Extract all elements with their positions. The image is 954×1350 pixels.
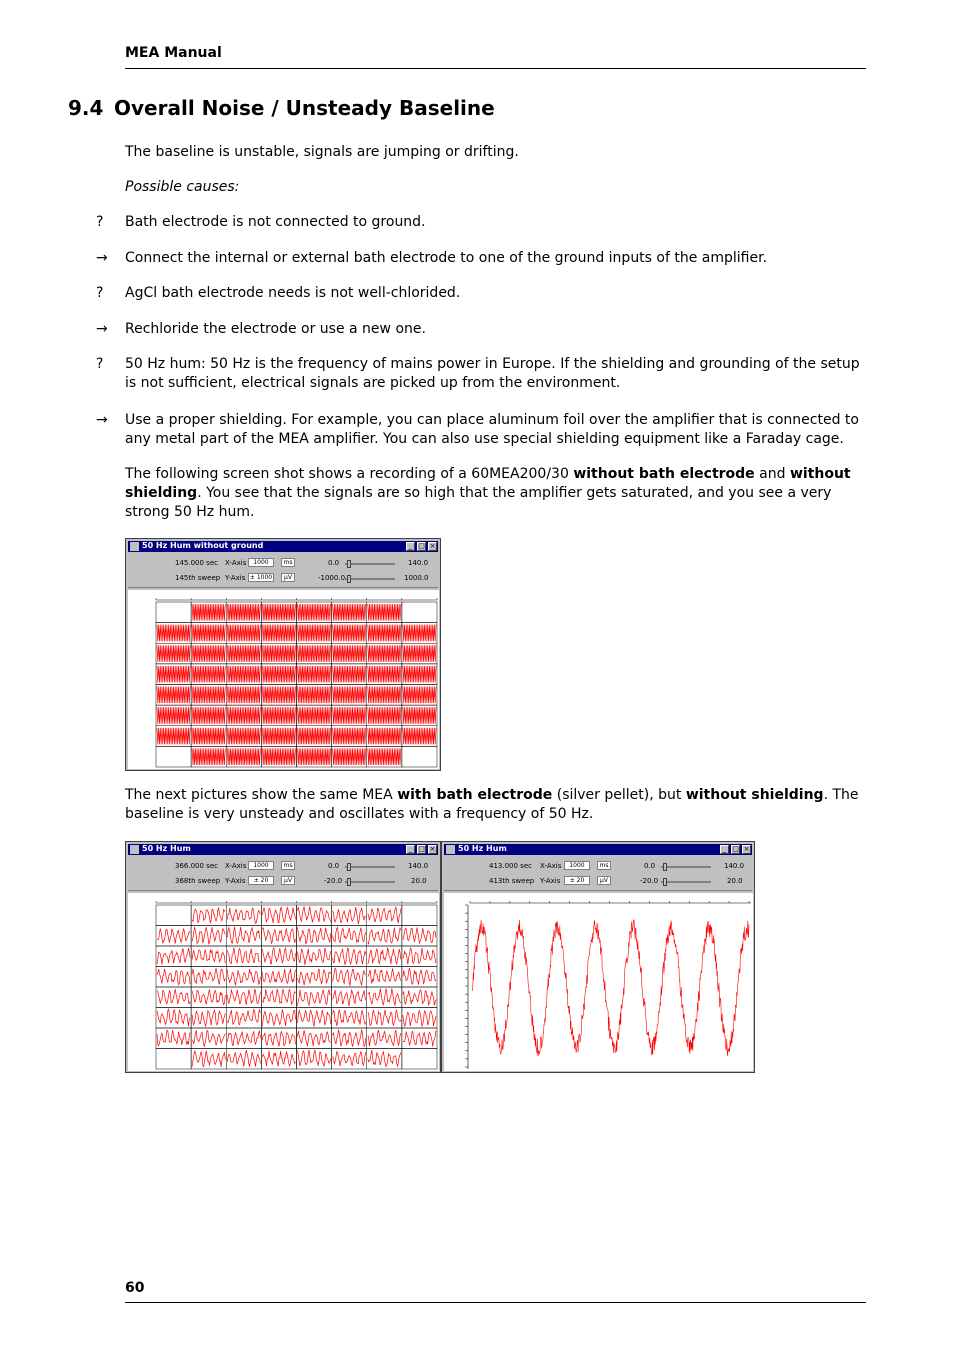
screenshot-window-single-channel xyxy=(441,841,755,1073)
noise-trace xyxy=(192,604,225,621)
noise-trace xyxy=(192,645,225,662)
noise-trace xyxy=(333,948,366,965)
item-mark-5: ? xyxy=(96,356,104,372)
noise-trace xyxy=(333,687,366,704)
noise-trace xyxy=(368,928,401,944)
maximize-icon: □ xyxy=(732,845,739,853)
noise-trace xyxy=(262,666,295,683)
noise-trace xyxy=(262,948,295,964)
time-readout: 413.000 sec xyxy=(489,862,532,870)
footer-rule xyxy=(125,1302,866,1303)
noise-trace xyxy=(227,1031,260,1046)
channel-cell xyxy=(297,905,332,926)
noise-trace xyxy=(333,1052,366,1066)
noise-trace xyxy=(298,666,331,683)
noise-trace xyxy=(368,1010,401,1026)
y-axis-value: ± 20 xyxy=(564,876,590,885)
noise-trace xyxy=(227,666,260,683)
y-range-slider xyxy=(661,881,711,883)
time-readout: 366.000 sec xyxy=(175,862,218,870)
noise-trace xyxy=(262,1009,295,1026)
channel-cell xyxy=(191,946,226,967)
noise-trace xyxy=(157,948,190,964)
hum-trace xyxy=(472,920,749,1057)
noise-trace xyxy=(403,645,436,662)
y-range-low: -20.0 xyxy=(640,877,659,885)
x-range-low: 0.0 xyxy=(328,862,340,870)
noise-trace xyxy=(227,990,260,1005)
y-axis-value: ± 20 xyxy=(248,876,274,885)
noise-trace xyxy=(403,1031,436,1047)
channel-cell xyxy=(402,905,437,926)
noise-trace xyxy=(192,728,225,745)
noise-trace xyxy=(298,969,331,985)
item-text-3: AgCl bath electrode needs is not well-chlorided. xyxy=(125,285,461,301)
x-axis-label: X-Axis xyxy=(225,559,247,567)
noise-trace xyxy=(298,1010,331,1026)
intro-text: The baseline is unstable, signals are jumping or drifting. xyxy=(125,144,519,160)
y-axis-label: Y-Axis xyxy=(540,877,561,885)
noise-trace xyxy=(157,625,190,642)
item-text-1: Bath electrode is not connected to ground. xyxy=(125,214,426,230)
noise-trace xyxy=(298,625,331,642)
noise-trace xyxy=(262,1032,295,1047)
single-channel-plot xyxy=(444,893,753,1071)
noise-trace xyxy=(368,604,401,621)
x-range-slider xyxy=(345,866,395,868)
control-panel xyxy=(128,554,438,588)
window-title: 50 Hz Hum xyxy=(458,844,507,853)
y-unit: µV xyxy=(281,573,295,582)
noise-trace xyxy=(298,927,331,944)
noise-trace xyxy=(192,687,225,704)
noise-trace xyxy=(192,908,225,924)
noise-trace xyxy=(227,927,260,944)
noise-trace xyxy=(333,666,366,683)
noise-trace xyxy=(262,748,295,765)
x-axis-value: 1000 xyxy=(248,861,274,870)
noise-trace xyxy=(227,687,260,704)
x-axis-label: X-Axis xyxy=(540,862,562,870)
paragraph-1: The following screen shot shows a recording of a 60MEA200/30 without bath electrode and without shielding. You see that the signals are so high that the amplifier gets saturated, and you see a very strong 50 Hz hum. xyxy=(125,466,851,520)
item-mark-6: → xyxy=(96,412,108,428)
noise-trace xyxy=(368,625,401,642)
noise-trace xyxy=(192,968,225,984)
noise-trace xyxy=(157,1030,190,1046)
noise-trace xyxy=(333,990,366,1006)
noise-trace xyxy=(157,728,190,745)
noise-trace xyxy=(403,707,436,724)
noise-trace xyxy=(157,707,190,724)
noise-trace xyxy=(368,907,401,923)
noise-trace xyxy=(333,1030,366,1047)
noise-trace xyxy=(333,707,366,724)
x-axis-label: X-Axis xyxy=(225,862,247,870)
time-readout: 145.000 sec xyxy=(175,559,218,567)
paragraph-2: The next pictures show the same MEA with bath electrode (silver pellet), but without shielding. The baseline is very unsteady and oscillates with a frequency of 50 Hz. xyxy=(125,787,859,822)
noise-trace xyxy=(368,707,401,724)
channel-cell xyxy=(156,946,191,967)
window-title: 50 Hz Hum xyxy=(142,844,191,853)
x-range-slider xyxy=(661,866,711,868)
noise-trace xyxy=(157,687,190,704)
noise-trace xyxy=(227,748,260,765)
y-unit: µV xyxy=(281,876,295,885)
noise-trace xyxy=(192,666,225,683)
noise-trace xyxy=(368,748,401,765)
x-axis-value: 1000 xyxy=(248,558,274,567)
channel-cell xyxy=(156,602,191,623)
channel-cell xyxy=(402,746,437,767)
causes-label: Possible causes: xyxy=(125,179,240,195)
item-mark-4: → xyxy=(96,321,108,337)
noise-trace xyxy=(333,928,366,943)
noise-trace xyxy=(262,604,295,621)
noise-trace xyxy=(157,928,190,943)
y-unit: µV xyxy=(597,876,611,885)
noise-trace xyxy=(227,728,260,745)
screenshot-window-no-ground xyxy=(125,538,441,771)
y-range-high: 1000.0 xyxy=(404,574,429,582)
sweep-readout: 368th sweep xyxy=(175,877,221,885)
x-axis-value: 1000 xyxy=(564,861,590,870)
item-text-5: 50 Hz hum: 50 Hz is the frequency of mains power in Europe. If the shielding and grounding of the setup is not sufficient, electrical signals are picked up from the environment. xyxy=(125,356,860,391)
control-panel xyxy=(444,857,752,891)
x-range-slider xyxy=(345,563,395,565)
noise-trace xyxy=(227,645,260,662)
x-range-high: 140.0 xyxy=(724,862,745,870)
noise-trace xyxy=(227,707,260,724)
noise-trace xyxy=(262,907,295,923)
channel-cell xyxy=(402,602,437,623)
noise-trace xyxy=(403,948,436,964)
noise-trace xyxy=(403,728,436,745)
noise-trace xyxy=(403,990,436,1005)
maximize-icon: □ xyxy=(418,542,425,550)
electrode-grid-plot xyxy=(128,893,439,1071)
noise-trace xyxy=(157,969,190,985)
y-slider-thumb xyxy=(347,878,351,886)
y-range-low: -1000.0 xyxy=(318,574,346,582)
y-range-slider xyxy=(345,881,395,883)
noise-trace xyxy=(333,645,366,662)
control-panel xyxy=(128,857,438,891)
noise-trace xyxy=(192,707,225,724)
noise-trace xyxy=(368,1050,401,1067)
y-slider-thumb xyxy=(663,878,667,886)
x-slider-thumb xyxy=(663,863,667,871)
noise-trace xyxy=(192,990,225,1005)
noise-trace xyxy=(368,666,401,683)
noise-trace xyxy=(227,604,260,621)
noise-trace xyxy=(333,1010,366,1026)
y-axis-label: Y-Axis xyxy=(225,574,246,582)
y-range-high: 20.0 xyxy=(727,877,743,885)
item-mark-2: → xyxy=(96,250,108,266)
item-mark-3: ? xyxy=(96,285,104,301)
noise-trace xyxy=(192,950,225,964)
x-range-low: 0.0 xyxy=(644,862,656,870)
page-number: 60 xyxy=(125,1280,145,1296)
noise-trace xyxy=(227,908,260,924)
noise-trace xyxy=(157,1009,190,1026)
app-icon xyxy=(130,845,139,854)
noise-trace xyxy=(403,968,436,985)
noise-trace xyxy=(262,707,295,724)
noise-trace xyxy=(192,1051,225,1067)
close-icon: × xyxy=(429,845,436,853)
noise-trace xyxy=(333,625,366,642)
noise-trace xyxy=(333,748,366,765)
x-unit: ms xyxy=(281,558,295,567)
x-range-low: 0.0 xyxy=(328,559,340,567)
maximize-icon: □ xyxy=(418,845,425,853)
noise-trace xyxy=(368,645,401,662)
y-range-slider xyxy=(345,578,395,580)
minimize-icon: _ xyxy=(406,542,415,551)
noise-trace xyxy=(262,969,295,984)
noise-trace xyxy=(403,687,436,704)
noise-trace xyxy=(227,969,260,985)
channel-cell xyxy=(156,1049,191,1070)
noise-trace xyxy=(403,666,436,683)
app-icon xyxy=(446,845,455,854)
x-slider-thumb xyxy=(347,863,351,871)
noise-trace xyxy=(368,968,401,983)
noise-trace xyxy=(333,907,366,924)
header-rule xyxy=(125,68,866,69)
sweep-readout: 145th sweep xyxy=(175,574,221,582)
channel-cell xyxy=(402,1049,437,1070)
minimize-icon: _ xyxy=(406,845,415,854)
noise-trace xyxy=(403,1011,436,1027)
close-icon: × xyxy=(743,845,750,853)
y-axis-value: ± 1000 xyxy=(249,574,273,581)
y-range-low: -20.0 xyxy=(324,877,343,885)
noise-trace xyxy=(298,1030,331,1046)
x-slider-thumb xyxy=(347,560,351,568)
x-range-high: 140.0 xyxy=(408,559,429,567)
screenshot-window-grid xyxy=(125,841,441,1073)
noise-trace xyxy=(298,604,331,621)
noise-trace xyxy=(368,728,401,745)
noise-trace xyxy=(157,645,190,662)
minimize-icon: _ xyxy=(720,845,729,854)
noise-trace xyxy=(227,1009,260,1024)
x-range-high: 140.0 xyxy=(408,862,429,870)
title-bar xyxy=(128,844,438,855)
noise-trace xyxy=(298,728,331,745)
noise-trace xyxy=(298,907,331,923)
noise-trace xyxy=(368,948,401,965)
noise-trace xyxy=(192,927,225,944)
noise-trace xyxy=(333,604,366,621)
item-text-4: Rechloride the electrode or use a new one. xyxy=(125,321,426,337)
noise-trace xyxy=(157,666,190,683)
noise-trace xyxy=(333,728,366,745)
noise-trace xyxy=(298,687,331,704)
noise-trace xyxy=(227,625,260,642)
noise-trace xyxy=(298,645,331,662)
noise-trace xyxy=(227,1050,260,1067)
noise-trace xyxy=(262,989,295,1004)
electrode-grid-plot xyxy=(128,590,439,769)
noise-trace xyxy=(192,1010,225,1026)
item-mark-1: ? xyxy=(96,214,104,230)
item-text-6: Use a proper shielding. For example, you can place aluminum foil over the amplifier that is connected to any metal part of the MEA amplifier. You can also use special shielding equipment like a Faraday cage. xyxy=(125,412,859,447)
section-heading: 9.4 Overall Noise / Unsteady Baseline xyxy=(68,96,495,120)
channel-cell xyxy=(156,905,191,926)
y-axis-label: Y-Axis xyxy=(225,877,246,885)
y-slider-thumb xyxy=(347,575,351,583)
window-title: 50 Hz Hum without ground xyxy=(142,541,264,550)
noise-trace xyxy=(157,989,190,1004)
noise-trace xyxy=(403,625,436,642)
running-header: MEA Manual xyxy=(125,45,222,61)
noise-trace xyxy=(192,625,225,642)
noise-trace xyxy=(262,625,295,642)
noise-trace xyxy=(262,728,295,745)
noise-trace xyxy=(298,948,331,965)
item-text-2: Connect the internal or external bath electrode to one of the ground inputs of the amplifier. xyxy=(125,250,768,266)
noise-trace xyxy=(403,928,436,943)
noise-trace xyxy=(262,645,295,662)
channel-cell xyxy=(297,967,332,988)
noise-trace xyxy=(368,1030,401,1046)
noise-trace xyxy=(298,990,331,1006)
y-range-high: 20.0 xyxy=(411,877,427,885)
channel-cell xyxy=(191,1008,226,1029)
noise-trace xyxy=(192,748,225,765)
noise-trace xyxy=(298,748,331,765)
close-icon: × xyxy=(429,542,436,550)
noise-trace xyxy=(227,948,260,964)
noise-trace xyxy=(262,1051,295,1067)
x-unit: ms xyxy=(597,861,611,870)
noise-trace xyxy=(262,687,295,704)
title-bar xyxy=(128,541,438,552)
x-unit: ms xyxy=(281,861,295,870)
noise-trace xyxy=(368,989,401,1006)
noise-trace xyxy=(333,968,366,985)
title-bar xyxy=(444,844,752,855)
noise-trace xyxy=(298,1050,331,1066)
noise-trace xyxy=(192,1030,225,1046)
sweep-readout: 413th sweep xyxy=(489,877,535,885)
channel-cell xyxy=(156,746,191,767)
noise-trace xyxy=(368,687,401,704)
noise-trace xyxy=(298,707,331,724)
app-icon xyxy=(130,542,139,551)
noise-trace xyxy=(262,928,295,944)
